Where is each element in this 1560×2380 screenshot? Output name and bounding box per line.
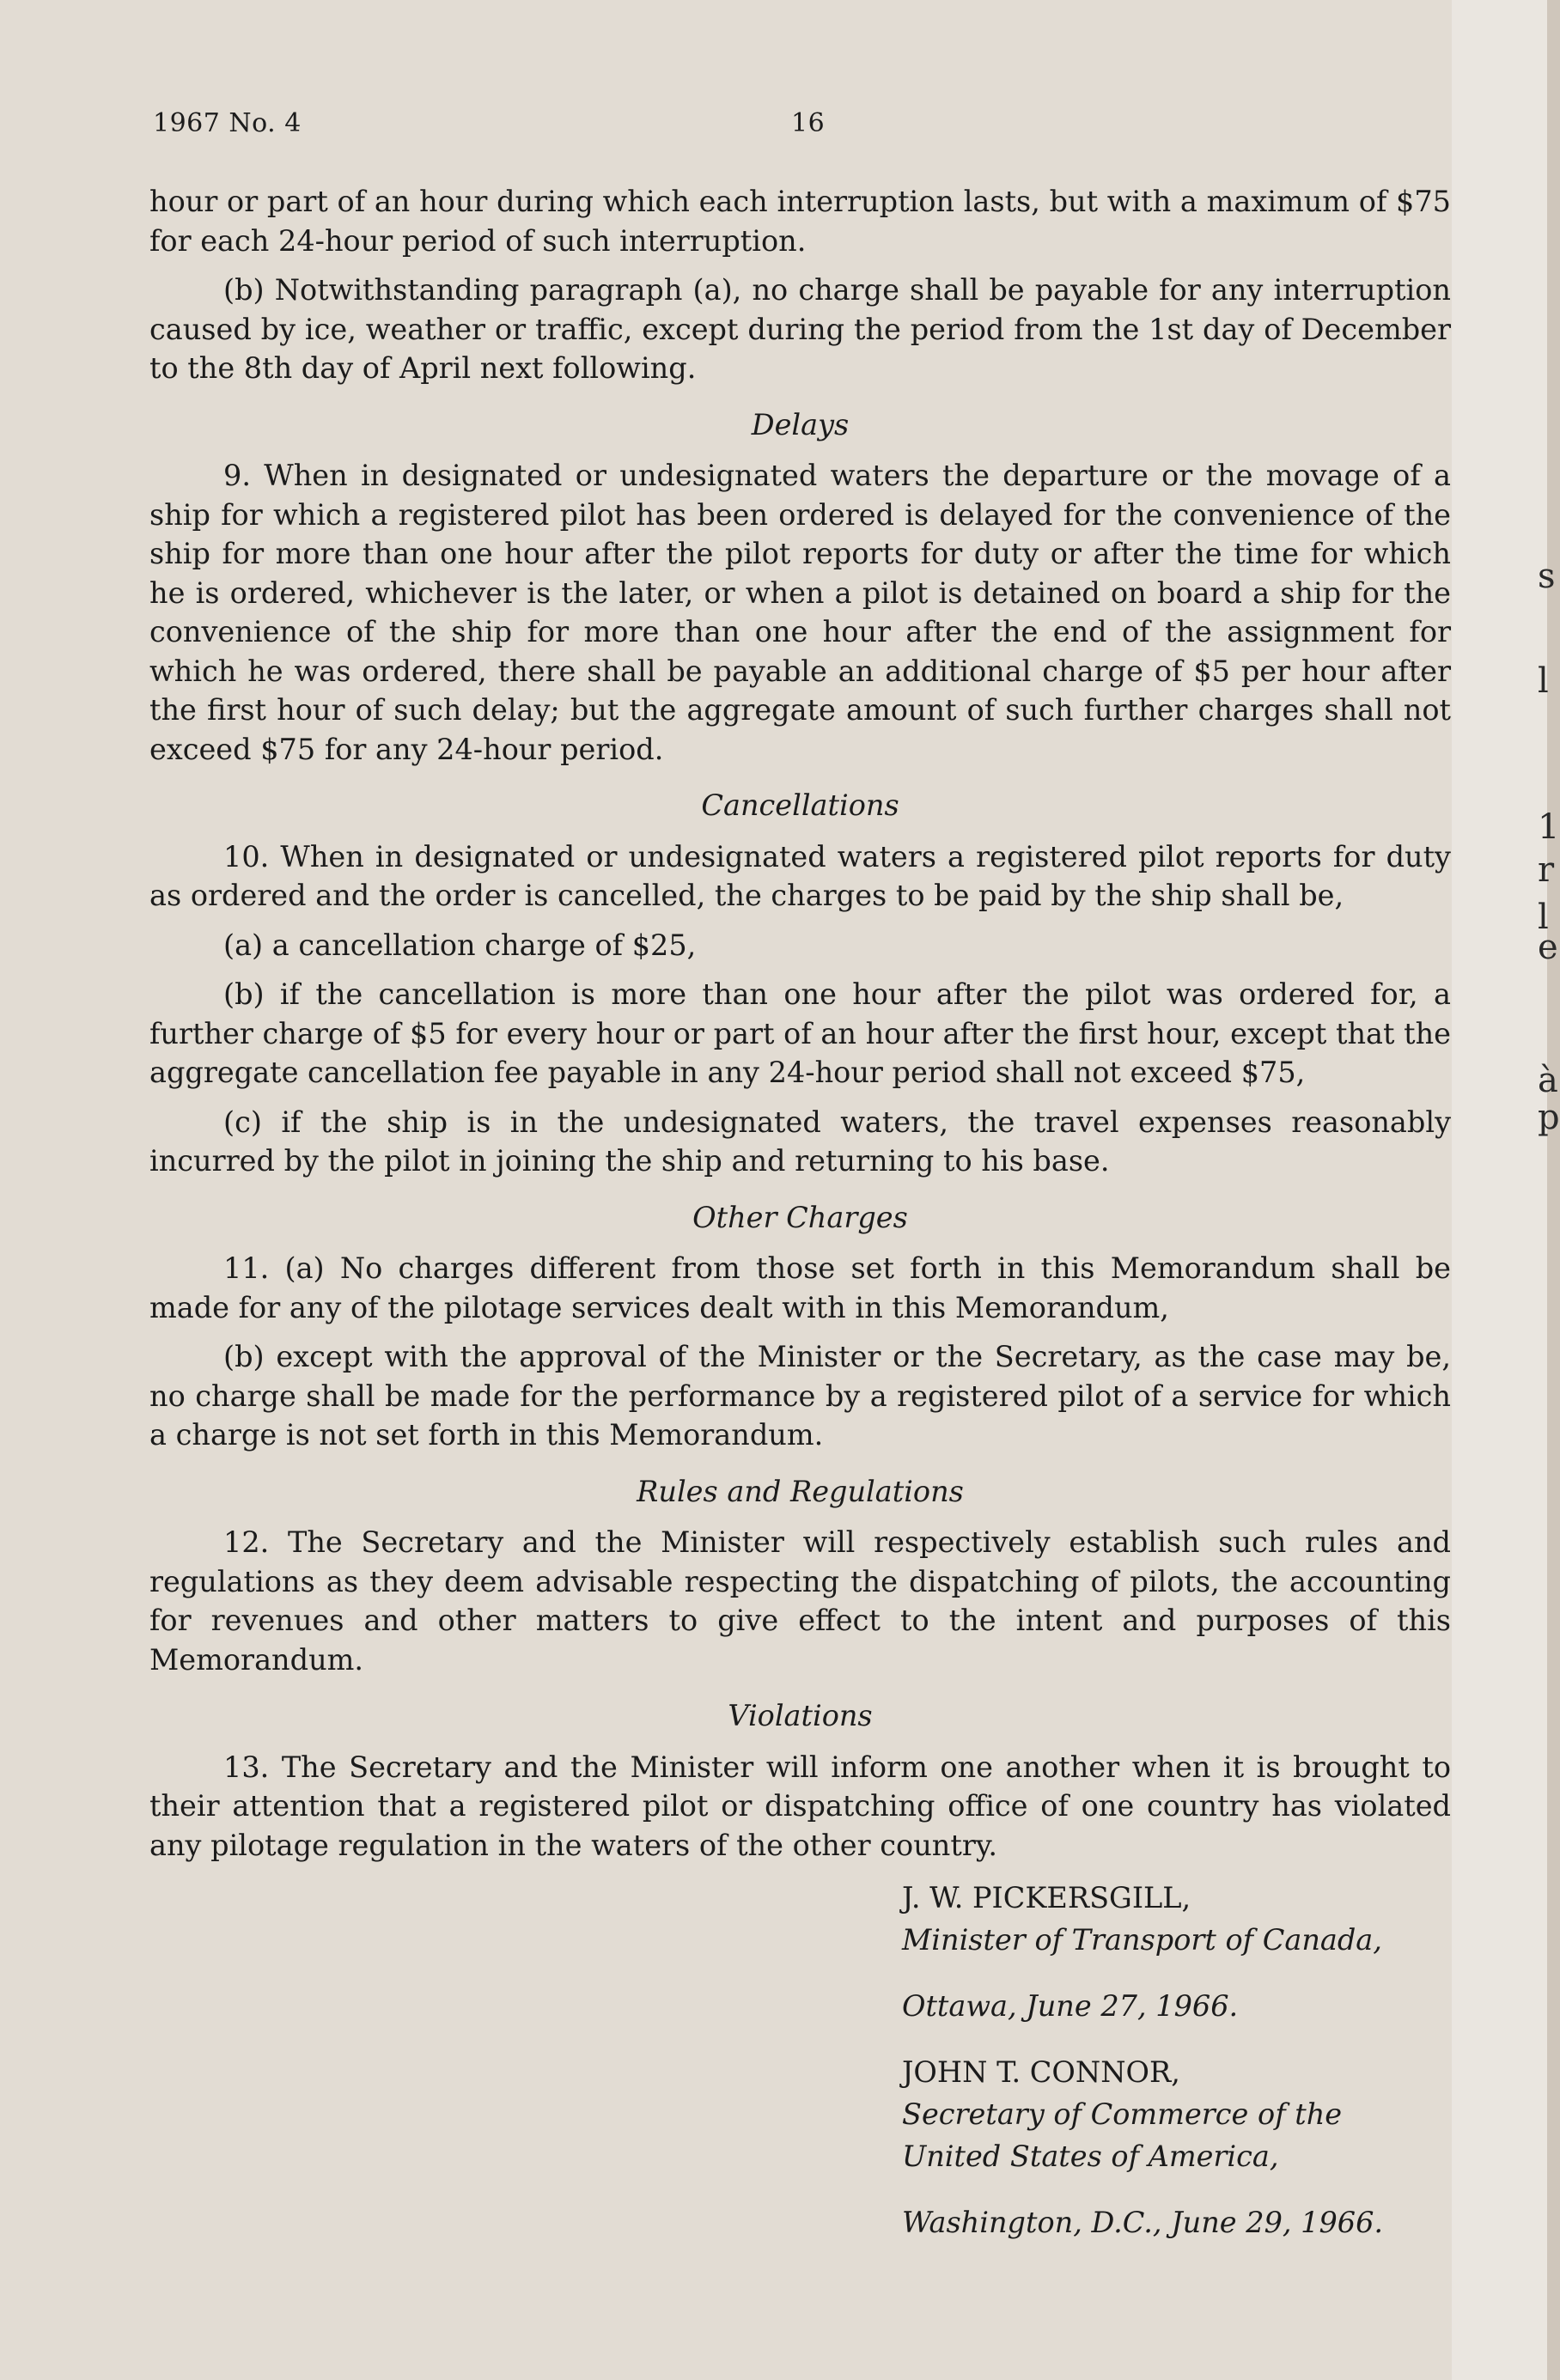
paragraph-10: 10. When in designated or undesignated waters a registered pilot reports for duty as ordered and the order is cancelled, the charges to be paid by the ship shall be, (149, 839, 1451, 912)
canada-signatory-name: J. W. PICKERSGILL, (902, 1881, 1191, 1914)
heading-rules-regulations: Rules and Regulations (637, 1474, 964, 1508)
edge-letter: 1 (1538, 807, 1560, 847)
page-header (153, 108, 826, 138)
signature-block (902, 1877, 1451, 2243)
us-place-date: Washington, D.C., June 29, 1966. (902, 2206, 1384, 2239)
paragraph-intro: hour or part of an hour during which each interruption lasts, but with a maximum of $75 for each 24-hour period of such interruption. (149, 185, 1451, 258)
adjacent-page-edge (1452, 0, 1547, 2380)
canada-place-date: Ottawa, June 27, 1966. (902, 1989, 1239, 2023)
us-signatory-name: JOHN T. CONNOR, (902, 2055, 1180, 2089)
edge-letter: l (1538, 898, 1549, 937)
page-number: 16 (791, 108, 826, 138)
paragraph-12: 12. The Secretary and the Minister will respectively establish such rules and regulations as they deem advisable respecting the dispatching of pilots, the accounting for revenues and other matters to give effect to the intent and purposes of this Memorandum. (149, 1525, 1451, 1677)
edge-letter: l (1538, 661, 1549, 701)
heading-delays: Delays (751, 407, 850, 441)
paragraph-9: 9. When in designated or undesignated waters the departure or the movage of a ship for which a registered pilot has been ordered is delayed for the convenience of the ship for more than one hour after the pilot reports for duty or after the time for which he is ordered, whichever is the later, or when a pilot is detained on board a ship for the convenience of the ship for more than one hour after the end of the assignment for which he was ordered, there shall be payable an additional charge of $5 per hour after the first hour of such delay; but the aggregate amount of such further charges shall not exceed $75 for any 24-hour period. (149, 459, 1451, 766)
paragraph-8b: (b) Notwithstanding paragraph (a), no charge shall be payable for any interruption caused by ice, weather or traffic, except during the period from the 1st day of December to the 8th day of April next following. (149, 273, 1451, 385)
document-body (149, 182, 1451, 2243)
paragraph-11a: 11. (a) No charges different from those set forth in this Memorandum shall be made for any of the pilotage services dealt with in this Memorandum, (149, 1251, 1451, 1324)
heading-other-charges: Other Charges (692, 1200, 908, 1234)
paragraph-10b: (b) if the cancellation is more than one hour after the pilot was ordered for, a further charge of $5 for every hour or part of an hour after the first hour, except that the aggregate cancellation fee payable in any 24-hour period shall not exceed $75, (149, 977, 1451, 1089)
edge-letter: à (1538, 1061, 1558, 1100)
paragraph-10c: (c) if the ship is in the undesignated waters, the travel expenses reasonably incurred by the pilot in joining the ship and returning to his base. (149, 1105, 1451, 1178)
edge-letter: s (1538, 557, 1556, 596)
paragraph-10a: (a) a cancellation charge of $25, (223, 928, 697, 962)
us-signatory-title-line1: Secretary of Commerce of the (902, 2097, 1343, 2131)
heading-cancellations: Cancellations (701, 788, 899, 822)
edge-letter: e (1538, 928, 1558, 967)
us-signatory-title-line2: United States of America, (902, 2140, 1279, 2173)
paragraph-11b: (b) except with the approval of the Minister or the Secretary, as the case may be, no charge shall be made for the performance by a registered pilot of a service for which a charge is not set forth in this Memorandum. (149, 1340, 1451, 1452)
heading-violations: Violations (728, 1699, 873, 1732)
edge-letter: r (1538, 850, 1555, 890)
canada-signatory-title: Minister of Transport of Canada, (902, 1923, 1382, 1957)
year-number: 1967 No. 4 (153, 108, 302, 138)
paragraph-13: 13. The Secretary and the Minister will inform one another when it is brought to their attention that a registered pilot or dispatching office of one country has violated any pilotage regulation in the waters of the other country. (149, 1750, 1451, 1862)
edge-letter: p (1538, 1098, 1560, 1137)
